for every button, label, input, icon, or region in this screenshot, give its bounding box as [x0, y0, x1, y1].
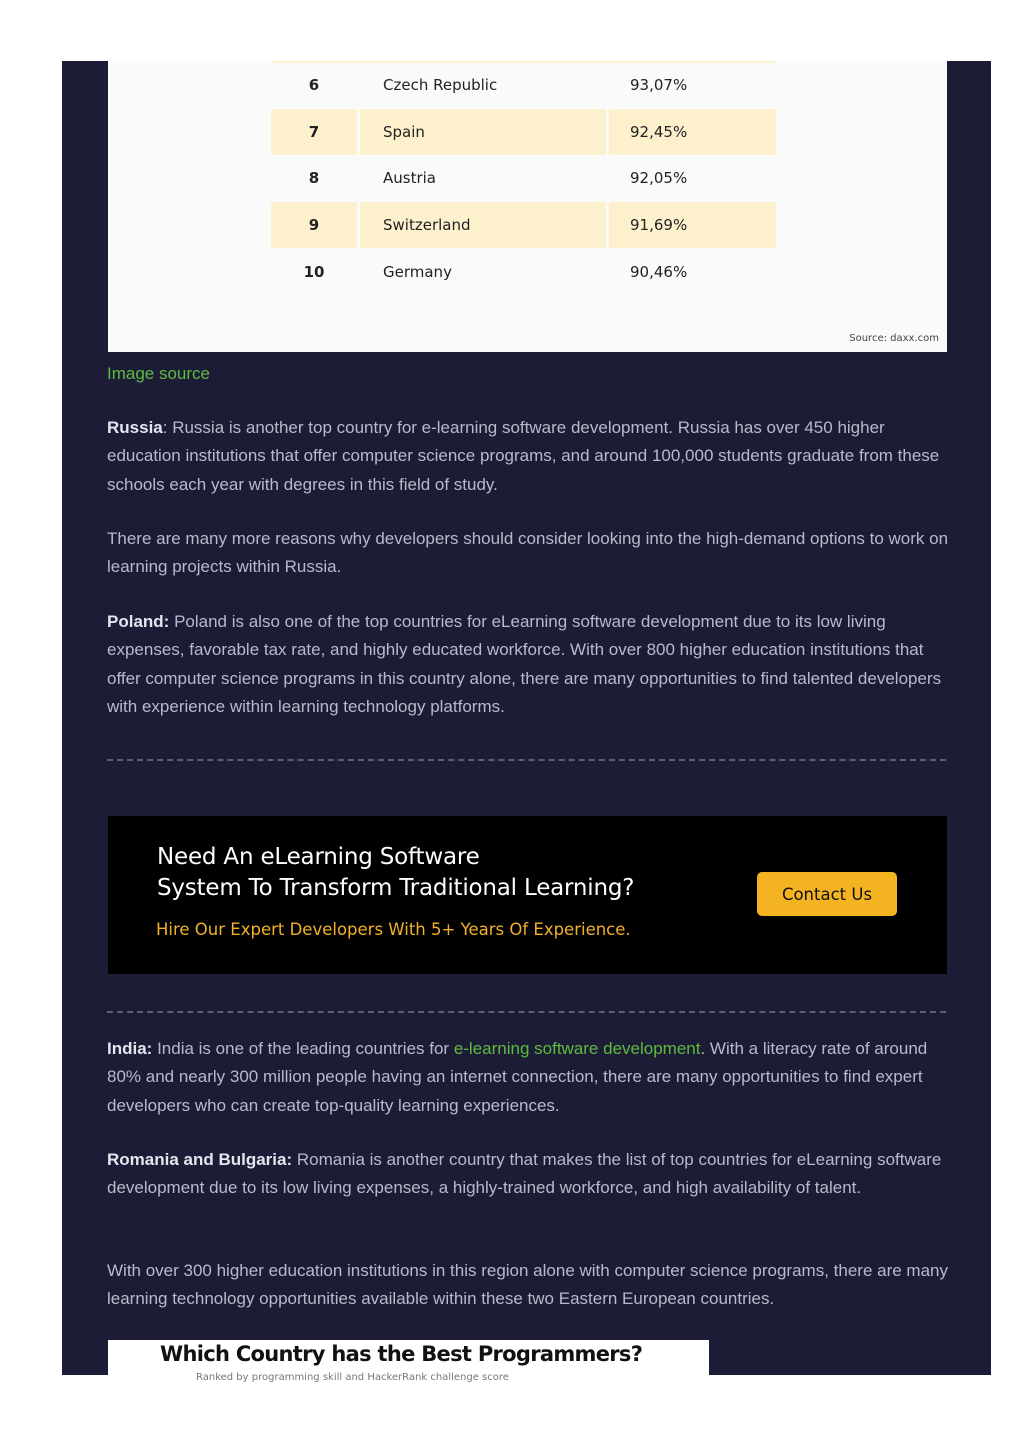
dotted-divider [107, 759, 946, 761]
banner-headline-line2: System To Transform Traditional Learning? [157, 875, 635, 901]
image-source-link[interactable]: Image source [107, 364, 210, 383]
russia-text: : Russia is another top country for e-learning software development. Russia has over 450 higher education institutions that offer computer science programs, and around 100,000 students graduate from these schools each year with degrees in this field of study. [107, 418, 940, 494]
best-programmers-title: Which Country has the Best Programmers? [160, 1342, 643, 1366]
paragraph-india [107, 1035, 952, 1120]
rank-cell: 7 [271, 109, 357, 155]
banner-subline: Hire Our Expert Developers With 5+ Years Of Experience. [156, 920, 631, 939]
india-text-before: India is one of the leading countries for [152, 1039, 454, 1058]
ranking-table-image [108, 61, 947, 352]
rank-cell: 9 [271, 202, 357, 248]
table-row [271, 109, 776, 155]
poland-text: Poland is also one of the top countries for eLearning software development due to its low living expenses, favorable tax rate, and highly educated workforce. With over 800 higher education institutions that offer computer science programs in this country alone, there are many opportunities to find talented developers with experience within learning technology platforms. [107, 612, 942, 716]
country-cell: Switzerland [360, 202, 606, 248]
reasons-text: There are many more reasons why developers should consider looking into the high-demand options to work on learning projects within Russia. [107, 529, 949, 577]
source-credit: Source: daxx.com [849, 333, 939, 344]
table-row [271, 202, 776, 248]
percent-cell: 92,05% [630, 169, 688, 187]
rank-cell: 6 [308, 76, 320, 94]
cta-banner [108, 816, 947, 974]
percent-cell: 91,69% [609, 202, 776, 248]
percent-cell: 92,45% [609, 109, 776, 155]
russia-label: Russia [107, 418, 163, 437]
romania-label: Romania and Bulgaria: [107, 1150, 293, 1169]
rank-cell: 10 [303, 263, 325, 281]
country-cell: Austria [383, 169, 436, 187]
country-cell: Spain [360, 109, 606, 155]
contact-us-button[interactable]: Contact Us [757, 872, 897, 916]
banner-headline-line1: Need An eLearning Software [157, 844, 480, 870]
paragraph-poland [107, 608, 952, 721]
region-text: With over 300 higher education institutions in this region alone with computer science programs, there are many learning technology opportunities available within these two Eastern European countries. [107, 1261, 948, 1309]
country-cell: Czech Republic [383, 76, 498, 94]
article-panel [62, 61, 991, 1383]
rank-cell: 8 [308, 169, 320, 187]
paragraph-russia [107, 414, 952, 499]
paragraph-region [107, 1257, 952, 1314]
country-cell: Germany [383, 263, 452, 281]
percent-cell: 90,46% [630, 263, 688, 281]
paragraph-romania-bulgaria [107, 1146, 952, 1203]
dotted-divider [107, 1011, 946, 1013]
percent-cell: 93,07% [630, 76, 688, 94]
best-programmers-subtitle: Ranked by programming skill and HackerRank challenge score [196, 1372, 509, 1383]
elearning-development-link[interactable]: e-learning software development [453, 1039, 701, 1058]
india-label: India: [107, 1039, 153, 1058]
table-row [271, 62, 776, 108]
best-programmers-image [108, 1340, 709, 1383]
table-row [271, 249, 776, 295]
romania-text: Romania is another country that makes the list of top countries for eLearning software development due to its low living expenses, a highly-trained workforce, and high availability of talent. [107, 1150, 942, 1198]
table-row [271, 155, 776, 201]
paragraph-reasons [107, 525, 952, 582]
poland-label: Poland: [107, 612, 170, 631]
india-text-after: . With a literacy rate of around 80% and nearly 300 million people having an internet connection, there are many opportunities to find expert developers who can create top-quality learning experiences. [107, 1039, 928, 1115]
